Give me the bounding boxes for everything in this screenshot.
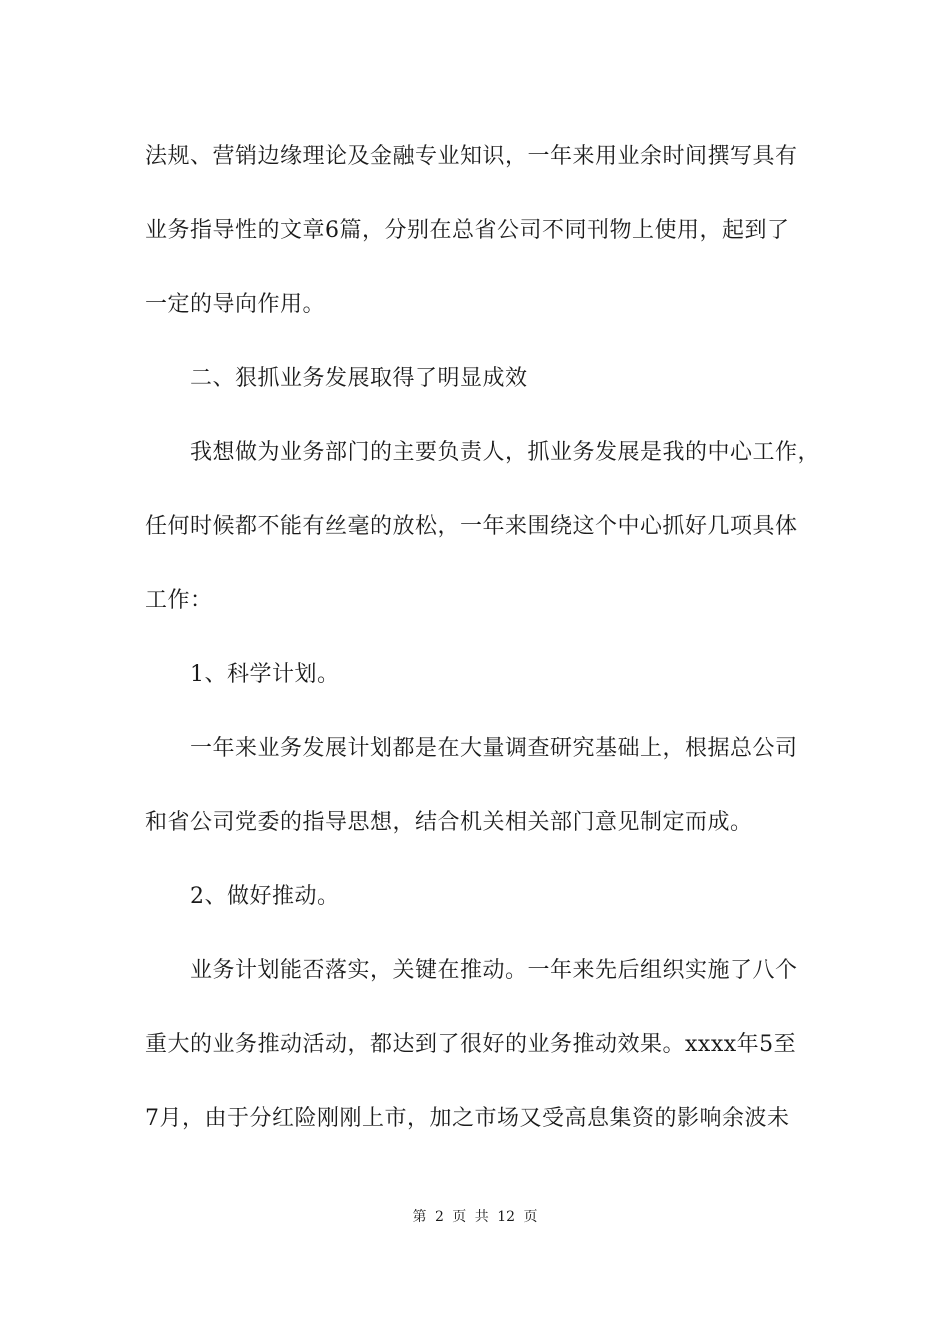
page-number-footer: 第 2 页 共 12 页	[412, 1209, 538, 1225]
section-heading: 二、狠抓业务发展取得了明显成效	[190, 366, 528, 391]
text-line-10: 和省公司党委的指导思想，结合机关相关部门意见制定而成。	[145, 810, 753, 835]
text-line-2: 业务指导性的文章6篇，分别在总省公司不同刊物上使用，起到了	[145, 218, 790, 243]
text-line-9: 一年来业务发展计划都是在大量调查研究基础上，根据总公司	[190, 736, 798, 761]
subheading-push: 2、做好推动。	[190, 884, 340, 909]
text-line-3: 一定的导向作用。	[145, 292, 326, 317]
text-line-12: 业务计划能否落实，关键在推动。一年来先后组织实施了八个	[190, 958, 798, 983]
text-line-14: 7月，由于分红险刚刚上市，加之市场又受高息集资的影响余波未	[145, 1106, 790, 1131]
text-line-13: 重大的业务推动活动，都达到了很好的业务推动效果。xxxx年5至	[145, 1032, 797, 1057]
text-line-1: 法规、营销边缘理论及金融专业知识，一年来用业余时间撰写具有	[145, 144, 798, 169]
text-line-5: 我想做为业务部门的主要负责人，抓业务发展是我的中心工作，	[190, 440, 821, 465]
text-line-6: 任何时候都不能有丝毫的放松，一年来围绕这个中心抓好几项具体	[145, 514, 798, 539]
text-line-7: 工作：	[145, 588, 213, 613]
subheading-plan: 1、科学计划。	[190, 662, 340, 687]
